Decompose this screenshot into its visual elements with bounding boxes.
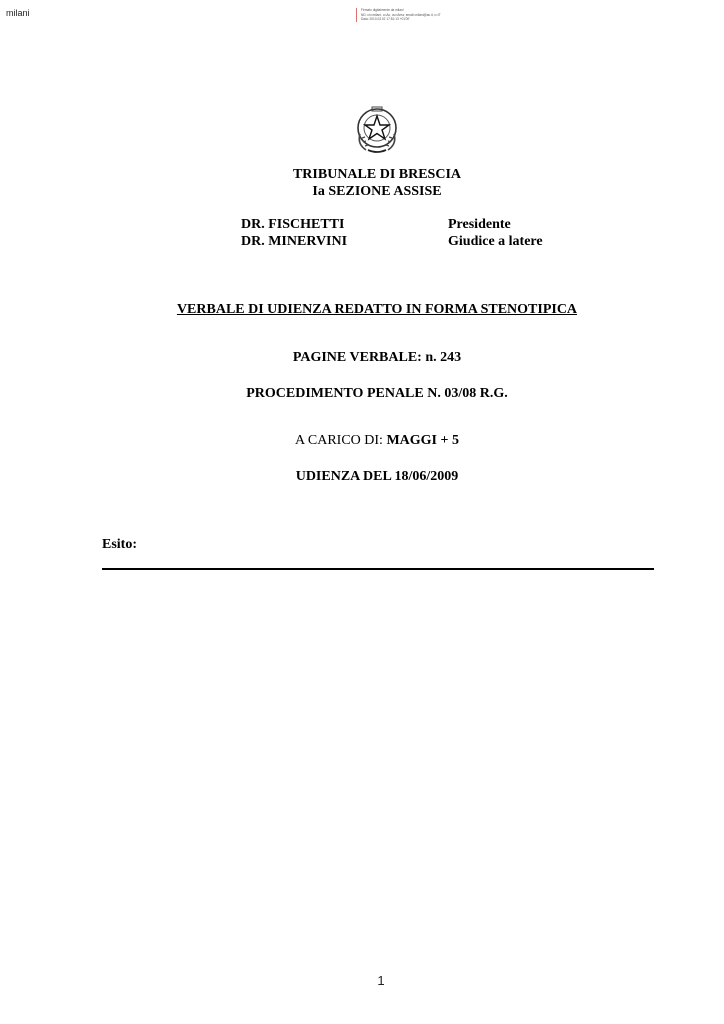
judge-role: Presidente bbox=[448, 217, 511, 232]
digital-signature-stamp bbox=[356, 8, 491, 22]
signature-line: ND: cn=milani, o=Ac, ou=Area, email=milani@ac.it, c=IT bbox=[361, 12, 441, 17]
signature-line: Data: 2010.03.02 17:51:13 +01'00' bbox=[361, 17, 410, 22]
judge-role: Giudice a latere bbox=[448, 234, 543, 249]
charge-value: MAGGI + 5 bbox=[386, 433, 459, 448]
proceeding-number: PROCEDIMENTO PENALE N. 03/08 R.G. bbox=[246, 386, 508, 401]
document-title: VERBALE DI UDIENZA REDATTO IN FORMA STENOTIPICA bbox=[176, 302, 578, 317]
outcome-label: Esito: bbox=[102, 537, 137, 552]
court-name: TRIBUNALE DI BRESCIA bbox=[292, 167, 462, 182]
pages-count: PAGINE VERBALE: n. 243 bbox=[292, 350, 462, 365]
italian-republic-emblem-icon bbox=[352, 104, 402, 156]
header-username: milani bbox=[6, 8, 30, 18]
charge-label: A CARICO DI: bbox=[295, 433, 387, 448]
divider bbox=[102, 568, 654, 570]
charge-line bbox=[0, 433, 724, 449]
hearing-date: UDIENZA DEL 18/06/2009 bbox=[295, 469, 459, 484]
page-number: 1 bbox=[377, 973, 385, 988]
court-section: Ia SEZIONE ASSISE bbox=[312, 184, 442, 199]
judge-name: DR. FISCHETTI bbox=[241, 217, 345, 232]
judge-name: DR. MINERVINI bbox=[241, 234, 348, 249]
signature-line: Firmato digitalmente da milani bbox=[361, 8, 404, 12]
